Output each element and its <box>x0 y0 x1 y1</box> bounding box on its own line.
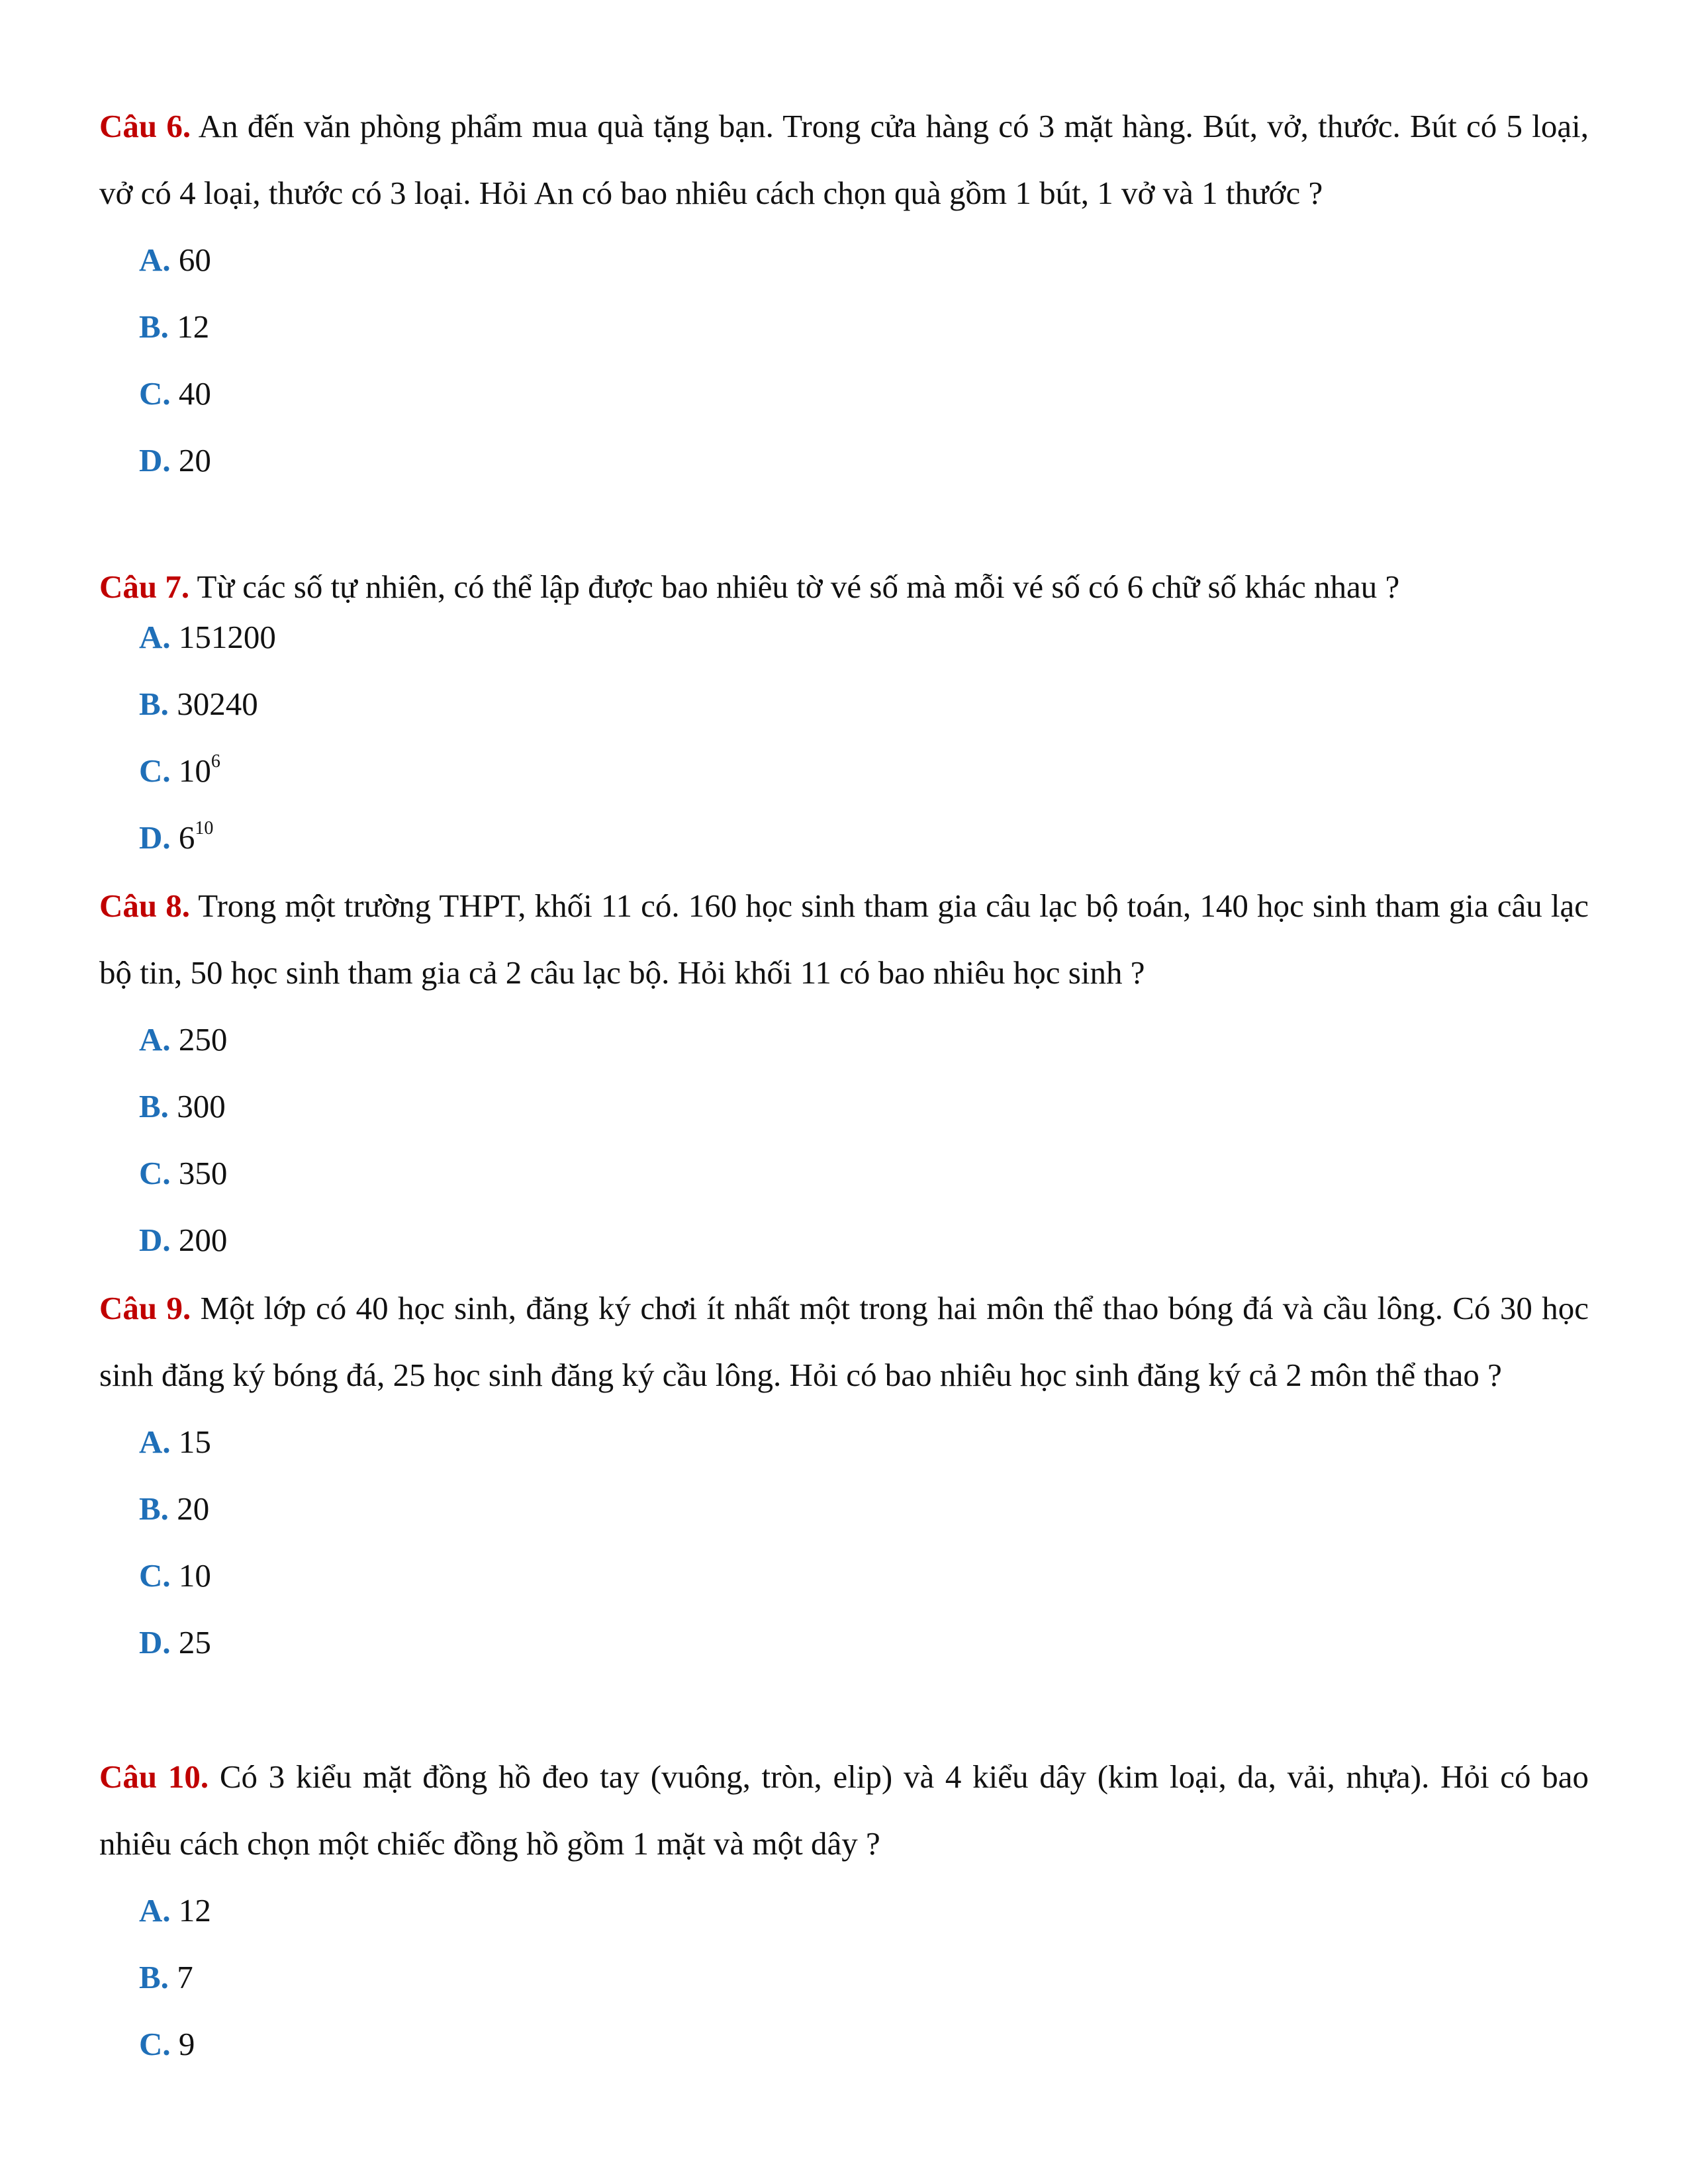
option-value: 250 <box>178 1021 228 1058</box>
option-letter: D. <box>139 1624 171 1661</box>
option-value: 300 <box>177 1088 226 1124</box>
option-b[interactable] <box>139 1475 1589 1542</box>
question-body: Từ các số tự nhiên, có thể lập được bao nhiêu tờ vé số mà mỗi vé số có 6 chữ số khác nhau ? <box>197 569 1400 605</box>
answer-options <box>139 1408 1589 1676</box>
option-value: 25 <box>178 1624 211 1661</box>
option-value: 12 <box>177 308 210 345</box>
question-body: An đến văn phòng phẩm mua quà tặng bạn. Trong cửa hàng có 3 mặt hàng. Bút, vở, thước. Bút có 5 loại, vở có 4 loại, thước có 3 loại. Hỏi An có bao nhiêu cách chọn quà gồm 1 bút, 1 vở và 1 thước ? <box>99 108 1589 211</box>
question-body: Một lớp có 40 học sinh, đăng ký chơi ít nhất một trong hai môn thể thao bóng đá và cầu lông. Có 30 học sinh đăng ký bóng đá, 25 học sinh đăng ký cầu lông. Hỏi có bao nhiêu học sinh đăng ký cả 2 môn thể thao ? <box>99 1290 1589 1393</box>
question-7 <box>99 557 1589 871</box>
option-value: 350 <box>178 1155 228 1191</box>
option-d[interactable] <box>139 804 1589 871</box>
question-9 <box>99 1275 1589 1676</box>
question-label: Câu 10. <box>99 1758 209 1795</box>
option-letter: B. <box>139 308 169 345</box>
option-value-exponent: 10 <box>195 818 214 839</box>
answer-options <box>139 604 1589 871</box>
option-a[interactable] <box>139 1877 1589 1944</box>
option-letter: B. <box>139 1088 169 1124</box>
option-value: 12 <box>178 1892 211 1929</box>
option-letter: B. <box>139 686 169 722</box>
option-d[interactable] <box>139 1206 1589 1273</box>
option-letter: D. <box>139 819 171 856</box>
option-value: 10 <box>178 1557 211 1594</box>
option-letter: C. <box>139 2026 171 2062</box>
option-value-base: 6 <box>178 819 195 856</box>
option-letter: C. <box>139 1557 171 1594</box>
option-value: 60 <box>178 242 211 278</box>
option-value: 20 <box>178 442 211 478</box>
option-a[interactable] <box>139 226 1589 293</box>
option-letter: A. <box>139 1424 171 1460</box>
answer-options <box>139 1877 1589 2077</box>
option-letter: A. <box>139 242 171 278</box>
question-10 <box>99 1743 1589 2077</box>
option-value: 7 <box>177 1959 193 1995</box>
question-label: Câu 8. <box>99 887 191 924</box>
option-b[interactable] <box>139 670 1589 737</box>
question-label: Câu 9. <box>99 1290 191 1326</box>
option-c[interactable] <box>139 2011 1589 2077</box>
option-value: 20 <box>177 1490 210 1527</box>
option-value: 30240 <box>177 686 258 722</box>
question-text <box>99 1275 1589 1408</box>
option-b[interactable] <box>139 293 1589 360</box>
option-a[interactable] <box>139 1006 1589 1073</box>
option-b[interactable] <box>139 1944 1589 2011</box>
option-letter: A. <box>139 1892 171 1929</box>
option-c[interactable] <box>139 1140 1589 1206</box>
question-6 <box>99 93 1589 494</box>
question-text <box>99 872 1589 1006</box>
option-value: 15 <box>178 1424 211 1460</box>
question-text <box>99 557 1589 617</box>
option-letter: A. <box>139 619 171 655</box>
answer-options <box>139 226 1589 494</box>
option-value-exponent: 6 <box>211 751 220 772</box>
option-letter: B. <box>139 1959 169 1995</box>
question-text <box>99 1743 1589 1877</box>
option-value: 200 <box>178 1222 228 1258</box>
option-letter: B. <box>139 1490 169 1527</box>
option-letter: A. <box>139 1021 171 1058</box>
option-letter: C. <box>139 375 171 412</box>
option-value-base: 10 <box>178 752 211 789</box>
option-value: 9 <box>178 2026 195 2062</box>
question-label: Câu 6. <box>99 108 191 144</box>
question-body: Có 3 kiểu mặt đồng hồ đeo tay (vuông, tròn, elip) và 4 kiểu dây (kim loại, da, vải, nhựa). Hỏi có bao nhiêu cách chọn một chiếc đồng hồ gồm 1 mặt và một dây ? <box>99 1758 1589 1862</box>
option-d[interactable] <box>139 1609 1589 1676</box>
option-a[interactable] <box>139 1408 1589 1475</box>
option-c[interactable] <box>139 1542 1589 1609</box>
option-value: 40 <box>178 375 211 412</box>
option-c[interactable] <box>139 737 1589 804</box>
answer-options <box>139 1006 1589 1273</box>
question-text <box>99 93 1589 226</box>
option-c[interactable] <box>139 360 1589 427</box>
option-letter: C. <box>139 752 171 789</box>
option-b[interactable] <box>139 1073 1589 1140</box>
question-body: Trong một trường THPT, khối 11 có. 160 học sinh tham gia câu lạc bộ toán, 140 học sinh tham gia câu lạc bộ tin, 50 học sinh tham gia cả 2 câu lạc bộ. Hỏi khối 11 có bao nhiêu học sinh ? <box>99 887 1589 991</box>
option-d[interactable] <box>139 427 1589 494</box>
option-letter: C. <box>139 1155 171 1191</box>
option-letter: D. <box>139 442 171 478</box>
question-8 <box>99 872 1589 1273</box>
option-letter: D. <box>139 1222 171 1258</box>
question-label: Câu 7. <box>99 569 190 605</box>
option-value: 151200 <box>178 619 276 655</box>
